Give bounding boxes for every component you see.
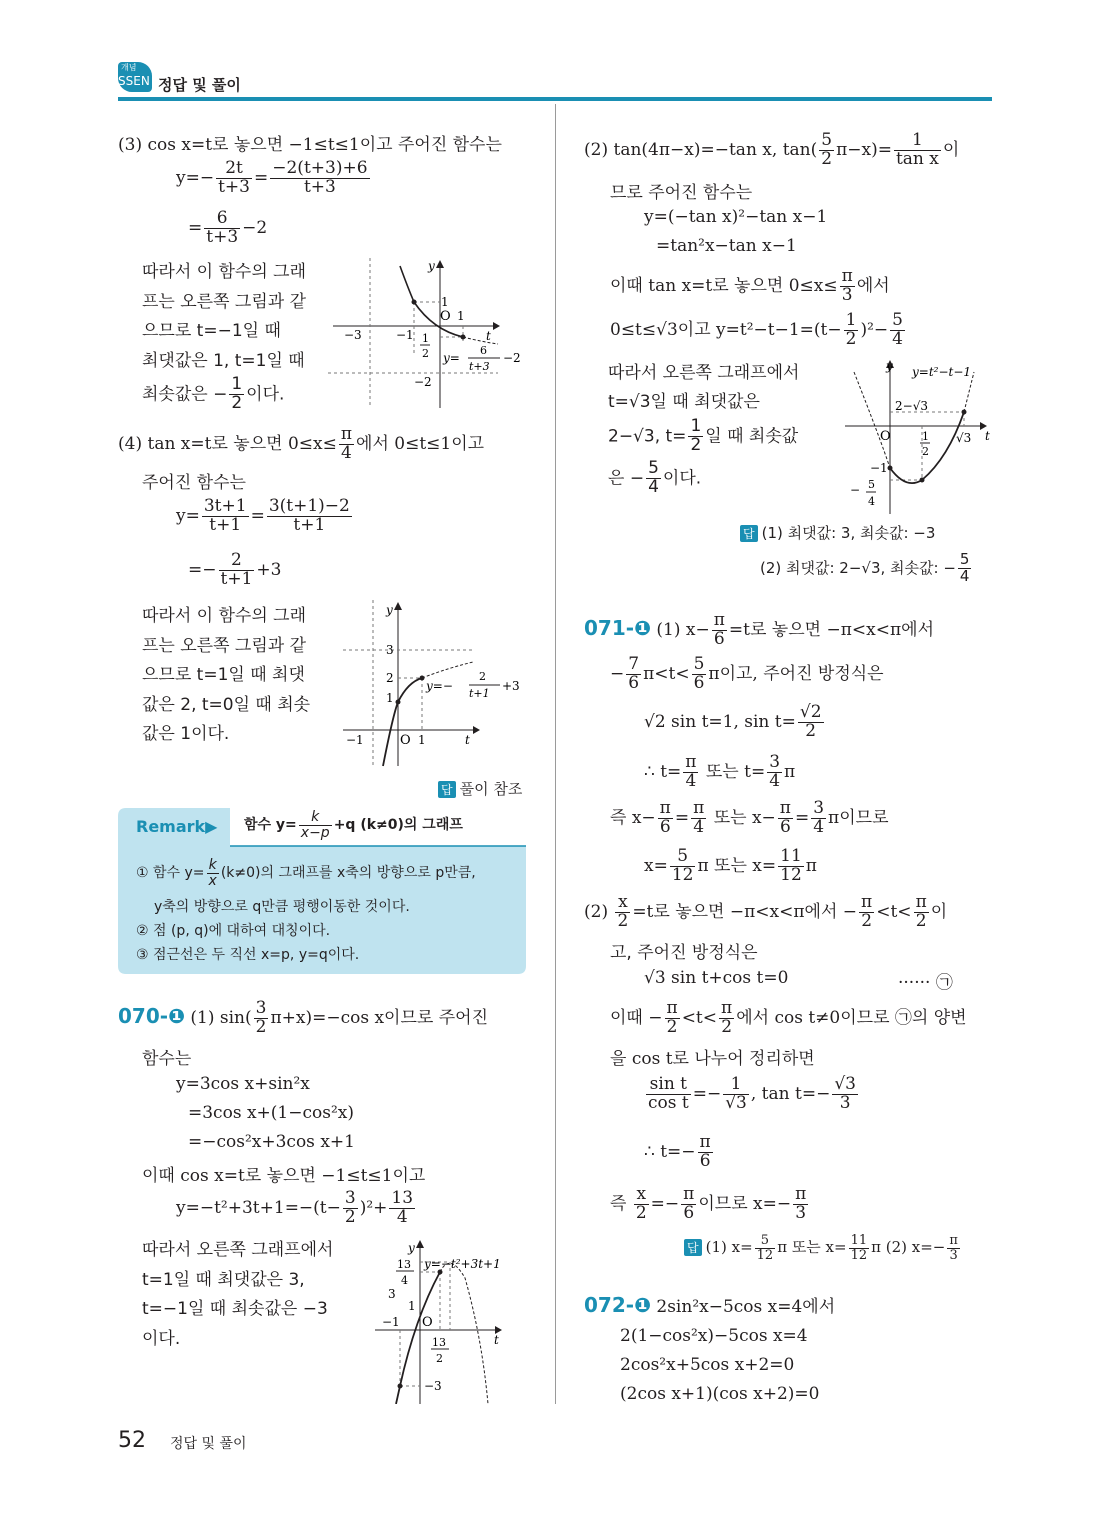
graph-p4-three: 3 — [386, 643, 394, 657]
remark-line4: ③ 점근선은 두 직선 x=p, y=q이다. — [136, 947, 360, 963]
r-ans2: (2) 최댓값: 2−√3, 최솟값: − $\frac{5}{4}$ — [760, 550, 970, 585]
graph-p3-eq-pre: y= — [443, 351, 460, 365]
column-divider — [555, 104, 556, 1404]
p070-sub: 이때 cos x=t로 놓으면 −1≤t≤1이고 — [142, 1166, 426, 1186]
remark-line1: ① 함수 y= $\frac{k}{x}$ (k≠0)의 그래프를 x축의 방향으로 p만큼, — [136, 857, 476, 889]
p070-eq4: y=−t²+3t+1=−(t− $\frac{3}{2}$ )²+ $\frac{13}{4}$ — [176, 1188, 414, 1227]
p4-eq2: =− $\frac{2}{t+1}$ +3 — [188, 550, 282, 589]
p071-l12: $\frac{\text{sin t}}{\text{cos t}}$ =− $\frac{1}{√3}$ , tan t=− $\frac{√3}{3}$ — [648, 1074, 856, 1113]
p071-l5: 즉 x− $\frac{\pi}{6}$ = $\frac{\pi}{4}$ 또는 x− $\frac{\pi}{6}$ = $\frac{3}{4}$ π이므로 — [610, 798, 889, 837]
r-p2-text3: 2−√3, t= $\frac{1}{2}$ 일 때 최솟값 — [608, 416, 799, 455]
graph-r-p2-d54: 4 — [868, 495, 875, 508]
p072-l1: 072-❶ 2sin²x−5cos x=4에서 — [584, 1293, 836, 1317]
graph-r-p2-point-yint — [888, 466, 893, 471]
p071-l7: (2) $\frac{x}{2}$ =t로 놓으면 −π<x<π에서 − $\frac{\pi}{2}$ <t< $\frac{\pi}{2}$ 이 — [584, 892, 948, 931]
header-title: 정답 및 풀이 — [158, 76, 241, 94]
graph-p3-O: O — [440, 309, 451, 324]
graph-r-p2-sqrt3: √3 — [956, 431, 972, 445]
answer-badge: 답 — [438, 781, 456, 798]
graph-p4-point-min — [396, 700, 401, 705]
p071-l11: 을 cos t로 나누어 정리하면 — [610, 1049, 815, 1069]
p072-number: 072-❶ — [584, 1293, 651, 1317]
graph-p070-one: 1 — [408, 1299, 416, 1313]
remark-line3: ② 점 (p, q)에 대하여 대칭이다. — [136, 923, 331, 939]
graph-p070-curve-ext — [440, 1263, 488, 1404]
answer-badge: 답 — [740, 525, 758, 542]
page-number: 52 — [118, 1428, 146, 1453]
p3-eq1: y=− $\frac{2t}{t+3}$ = $\frac{-2(t+3)+6}{t+3}$ — [176, 158, 368, 197]
graph-r-p2-n54: 5 — [868, 478, 875, 491]
p070-intro: 070-❶ (1) sin( $\frac{3}{2}$ π+x)=−cos x이므로 주어진 — [118, 998, 488, 1037]
p4-intro2: 주어진 함수는 — [142, 473, 246, 493]
remark-label: Remark▶ — [136, 817, 218, 836]
graph-p070-neg3: −3 — [424, 1379, 442, 1393]
p071-l1: 071-❶ (1) x− $\frac{\pi}{6}$ =t로 놓으면 −π<x<π에서 — [584, 610, 934, 649]
graph-r-p2-neg: − — [850, 483, 861, 497]
graph-p070-t-label: t — [494, 1333, 499, 1347]
graph-p070-three: 3 — [388, 1287, 396, 1301]
p4-eq1: y= $\frac{3t+1}{t+1}$ = $\frac{3(t+1)-2}{t+1}$ — [176, 496, 350, 535]
p071-answer: 답 (1) x= $\frac{5}{12}$ π 또는 x= $\frac{11}{12}$ π (2) x=− $\frac{\pi}{3}$ — [684, 1234, 962, 1262]
graph-p3-eq-num: 6 — [480, 344, 487, 357]
footer-label: 정답 및 풀이 — [170, 1436, 247, 1452]
p070-eq2: =3cos x+(1−cos²x) — [188, 1103, 354, 1123]
p4-text: 따라서 이 함수의 그래 프는 오른쪽 그림과 같 으므로 t=1일 때 최댓 값은 2, t=0일 때 최솟 값은 1이다. — [142, 606, 311, 744]
graph-r-p2-neg1: −1 — [870, 461, 888, 475]
graph-p070-v13d: 4 — [401, 1274, 408, 1287]
graph-p3-neg3: −3 — [344, 328, 362, 342]
logo-top-text: 개념 — [121, 63, 137, 72]
graph-p4-eq-den: t+1 — [469, 687, 490, 700]
p071-l4: ∴ t= $\frac{\pi}{4}$ 또는 t= $\frac{3}{4}$ π — [644, 752, 796, 791]
graph-p4-two: 2 — [386, 671, 394, 685]
graph-p4-t-arrow — [473, 726, 480, 734]
p071-l9: √3 sin t+cos t=0 — [644, 968, 789, 988]
p070-number: 070-❶ — [118, 1003, 185, 1028]
p071-number: 071-❶ — [584, 615, 651, 640]
graph-p070-h13n: 13 — [432, 1336, 446, 1349]
graph-p070 — [370, 1238, 530, 1404]
header-rule — [118, 97, 992, 101]
graph-p070-y-arrow — [416, 1240, 424, 1248]
graph-p4-neg1: −1 — [346, 733, 364, 747]
graph-p4 — [338, 600, 528, 768]
graph-p3-point-max — [412, 300, 417, 305]
p071-l13: ∴ t=− $\frac{\pi}{6}$ — [644, 1132, 711, 1171]
p072-l3: 2cos²x+5cos x+2=0 — [620, 1355, 795, 1375]
answer-badge: 답 — [684, 1239, 702, 1256]
graph-p3-t-arrow — [493, 322, 500, 330]
graph-p3-curve-ext — [463, 337, 498, 344]
p071-l10: 이때 − $\frac{\pi}{2}$ <t< $\frac{\pi}{2}$ 에서 cos t≠0이므로 ㉠의 양변 — [610, 998, 967, 1037]
graph-r-p2 — [840, 358, 995, 516]
graph-p4-eq-pre: y=− — [426, 679, 453, 693]
graph-p4-y-label: y — [386, 603, 393, 617]
graph-p4-eq-post: +3 — [502, 679, 520, 693]
r-p2-line2: 므로 주어진 함수는 — [610, 183, 753, 203]
graph-p3-eq-den: t+3 — [469, 360, 490, 373]
graph-r-p2-point-min — [920, 478, 925, 483]
p072-l4: (2cos x+1)(cos x+2)=0 — [620, 1384, 820, 1404]
remark-title: 함수 y= $\frac{k}{x-p}$ +q (k≠0)의 그래프 — [244, 809, 463, 841]
graph-r-p2-y-label: y — [886, 359, 893, 373]
graph-p4-one-y: 1 — [386, 691, 394, 705]
graph-p070-h13d: 2 — [436, 1352, 443, 1365]
graph-p3 — [328, 258, 528, 416]
remark-line2: y축의 방향으로 q만큼 평행이동한 것이다. — [154, 899, 410, 915]
graph-p070-neg1: −1 — [382, 1315, 400, 1329]
p070-text: 따라서 오른쪽 그래프에서 t=1일 때 최댓값은 3, t=−1일 때 최솟값은 −3 이다. — [142, 1240, 334, 1349]
graph-p3-one: 1 — [441, 295, 449, 309]
graph-p4-eq-num: 2 — [479, 670, 486, 683]
graph-p070-point-min — [398, 1384, 403, 1389]
p3-min: 최솟값은 − $\frac{1}{2}$ 이다. — [142, 374, 285, 413]
p4-intro: (4) tan x=t로 놓으면 0≤x≤ $\frac{\pi}{4}$ 에서 0≤t≤1이고 — [118, 424, 485, 463]
r-p2-eq3: 0≤t≤√3이고 y=t²−t−1=(t− $\frac{1}{2}$ )²− $\frac{5}{4}$ — [610, 310, 903, 349]
p3-text: 따라서 이 함수의 그래 프는 오른쪽 그림과 같 으므로 t=−1일 때 최댓값은 1, t=1일 때 — [142, 262, 307, 371]
r-ans1: 답 (1) 최댓값: 3, 최솟값: −3 — [740, 522, 935, 543]
graph-p4-curve-ext — [422, 662, 473, 678]
graph-p3-half-n: 1 — [422, 332, 429, 345]
graph-p4-one: 1 — [418, 733, 426, 747]
r-p2-text4: 은 − $\frac{5}{4}$ 이다. — [608, 458, 702, 497]
graph-r-p2-t-label: t — [985, 429, 990, 443]
p070-intro2: 함수는 — [142, 1049, 192, 1069]
p4-answer: 답 풀이 참조 — [438, 778, 522, 799]
graph-r-p2-half-n: 1 — [922, 430, 929, 443]
graph-p070-O: O — [422, 1315, 433, 1330]
r-p2-text2: t=√3일 때 최댓값은 — [608, 392, 760, 412]
r-p2-line1: (2) tan(4π−x)=−tan x, tan( $\frac{5}{2}$ π−x)= $\frac{1}{\text{tan x}}$ 이 — [584, 130, 960, 169]
logo-bottom-text: SSEN — [118, 74, 150, 88]
graph-r-p2-half-d: 2 — [922, 445, 929, 458]
r-p2-sub: 이때 tan x=t로 놓으면 0≤x≤ $\frac{\pi}{3}$ 에서 — [610, 266, 890, 305]
graph-p4-t-label: t — [465, 733, 470, 747]
graph-p3-neg2: −2 — [414, 375, 432, 389]
r-p2-text1: 따라서 오른쪽 그래프에서 — [608, 363, 800, 383]
graph-p3-t-label: t — [486, 329, 491, 343]
graph-p3-neg1: −1 — [396, 328, 414, 342]
r-p2-eq1: y=(−tan x)²−tan x−1 — [644, 207, 828, 227]
graph-p4-O: O — [400, 733, 411, 748]
graph-r-p2-O: O — [880, 429, 891, 444]
graph-p4-y-arrow — [394, 602, 402, 610]
p072-l2: 2(1−cos²x)−5cos x=4 — [620, 1326, 808, 1346]
graph-p070-y-label: y — [408, 1241, 415, 1255]
graph-r-p2-point-max — [962, 410, 967, 415]
p071-l2: − $\frac{7}{6}$ π<t< $\frac{5}{6}$ π이고, 주어진 방정식은 — [610, 654, 884, 693]
graph-p3-one-t: 1 — [457, 309, 465, 323]
graph-p3-half-d: 2 — [422, 347, 429, 360]
graph-r-p2-curve-left — [854, 372, 890, 468]
p071-l8: 고, 주어진 방정식은 — [610, 943, 758, 963]
r-p2-eq2: =tan²x−tan x−1 — [656, 236, 797, 256]
p070-eq1: y=3cos x+sin²x — [176, 1074, 310, 1094]
p071-l3: √2 sin t=1, sin t= $\frac{√2}{2}$ — [644, 702, 822, 741]
graph-p3-y-label: y — [428, 259, 435, 273]
graph-p4-point-max — [420, 676, 425, 681]
p070-eq3: =−cos²x+3cos x+1 — [188, 1132, 355, 1152]
p3-eq2: = $\frac{6}{t+3}$ −2 — [188, 208, 268, 247]
graph-r-p2-eq: y=t²−t−1 — [912, 365, 972, 379]
graph-p3-y-arrow — [436, 260, 444, 268]
graph-p3-point-min — [461, 335, 466, 340]
graph-p070-v13n: 13 — [397, 1258, 411, 1271]
graph-p3-eq-post: −2 — [503, 351, 521, 365]
p071-l6: x= $\frac{5}{12}$ π 또는 x= $\frac{11}{12}$ π — [644, 846, 817, 885]
graph-p070-eq: y=−t²+3t+1 — [424, 1257, 501, 1271]
p3-intro: (3) cos x=t로 놓으면 −1≤t≤1이고 주어진 함수는 — [118, 135, 502, 155]
graph-r-p2-top: 2−√3 — [895, 399, 928, 413]
p071-l14: 즉 $\frac{x}{2}$ =− $\frac{\pi}{6}$ 이므로 x=− $\frac{\pi}{3}$ — [610, 1184, 807, 1223]
p071-l9-tag: ······ ㉠ — [898, 973, 953, 993]
